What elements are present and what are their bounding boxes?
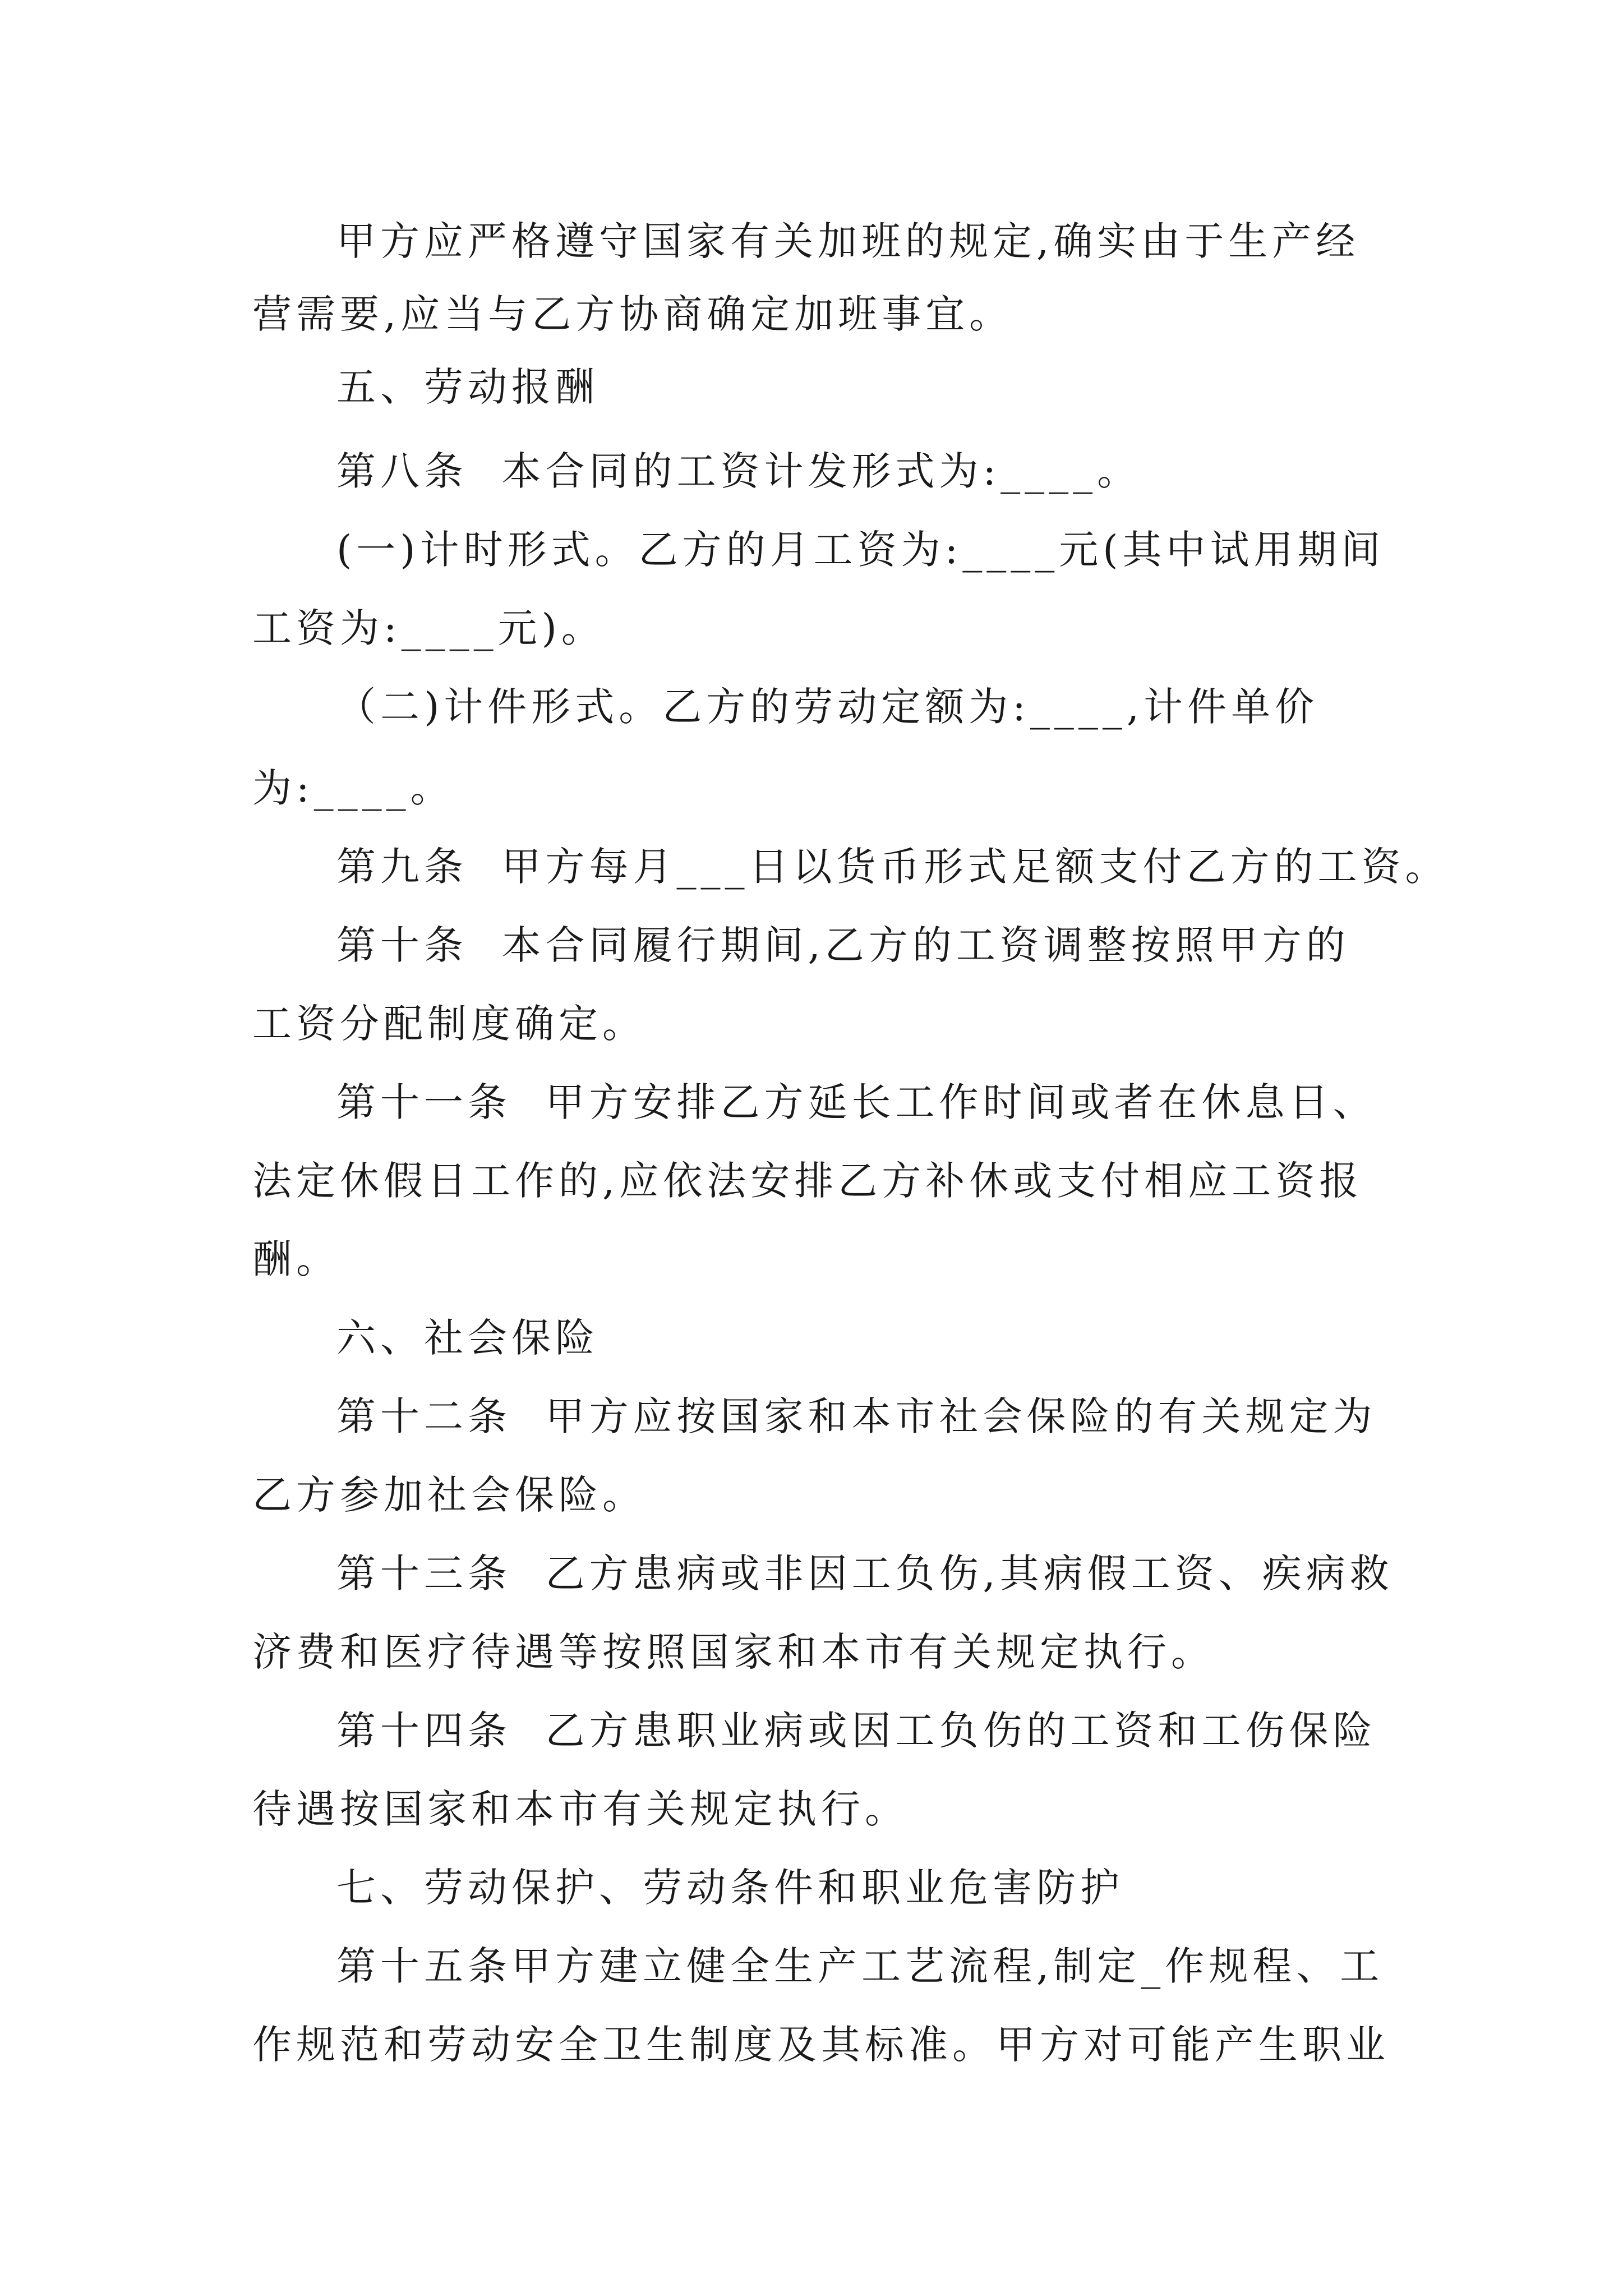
- article-line: 第九条 甲方每月___日以货币形式足额支付乙方的工资。: [336, 844, 1449, 890]
- text-line: 乙方参加社会保险。: [252, 1472, 646, 1518]
- text-line: 济费和医疗待遇等按照国家和本市有关规定执行。: [252, 1629, 1215, 1675]
- article-line: 第十一条 甲方安排乙方延长工作时间或者在休息日、: [336, 1079, 1377, 1125]
- text-line: 工资分配制度确定。: [252, 1001, 646, 1047]
- article-line: 第十条 本合同履行期间,乙方的工资调整按照甲方的: [336, 922, 1350, 968]
- text-line: 甲方应严格遵守国家有关加班的规定,确实由于生产经: [336, 218, 1360, 264]
- text-line: 作规范和劳动安全卫生制度及其标准。甲方对可能产生职业: [252, 2022, 1390, 2068]
- text-line: 工资为:____元)。: [252, 605, 605, 651]
- section-heading: 五、劳动报酬: [336, 364, 599, 410]
- article-line: 第八条 本合同的工资计发形式为:____。: [336, 448, 1141, 494]
- article-line: 第十三条 乙方患病或非因工负伤,其病假工资、疾病救: [336, 1550, 1394, 1596]
- text-line: （二)计件形式。乙方的劳动定额为:____,计件单价: [336, 684, 1319, 730]
- article-line: 第十二条 甲方应按国家和本市社会保险的有关规定为: [336, 1393, 1377, 1439]
- article-line: 第十四条 乙方患职业病或因工负伤的工资和工伤保险: [336, 1708, 1377, 1754]
- text-line: (一)计时形式。乙方的月工资为:____元(其中试用期间: [336, 527, 1385, 573]
- text-line: 营需要,应当与乙方协商确定加班事宜。: [252, 291, 1013, 337]
- section-heading: 六、社会保险: [336, 1315, 599, 1361]
- text-line: 酬。: [252, 1236, 340, 1282]
- text-line: 待遇按国家和本市有关规定执行。: [252, 1786, 909, 1832]
- text-line: 为:____。: [252, 765, 454, 811]
- section-heading: 七、劳动保护、劳动条件和职业危害防护: [336, 1865, 1124, 1911]
- text-line: 法定休假日工作的,应依法安排乙方补休或支付相应工资报: [252, 1158, 1363, 1204]
- article-line: 第十五条甲方建立健全生产工艺流程,制定_作规程、工: [336, 1943, 1384, 1989]
